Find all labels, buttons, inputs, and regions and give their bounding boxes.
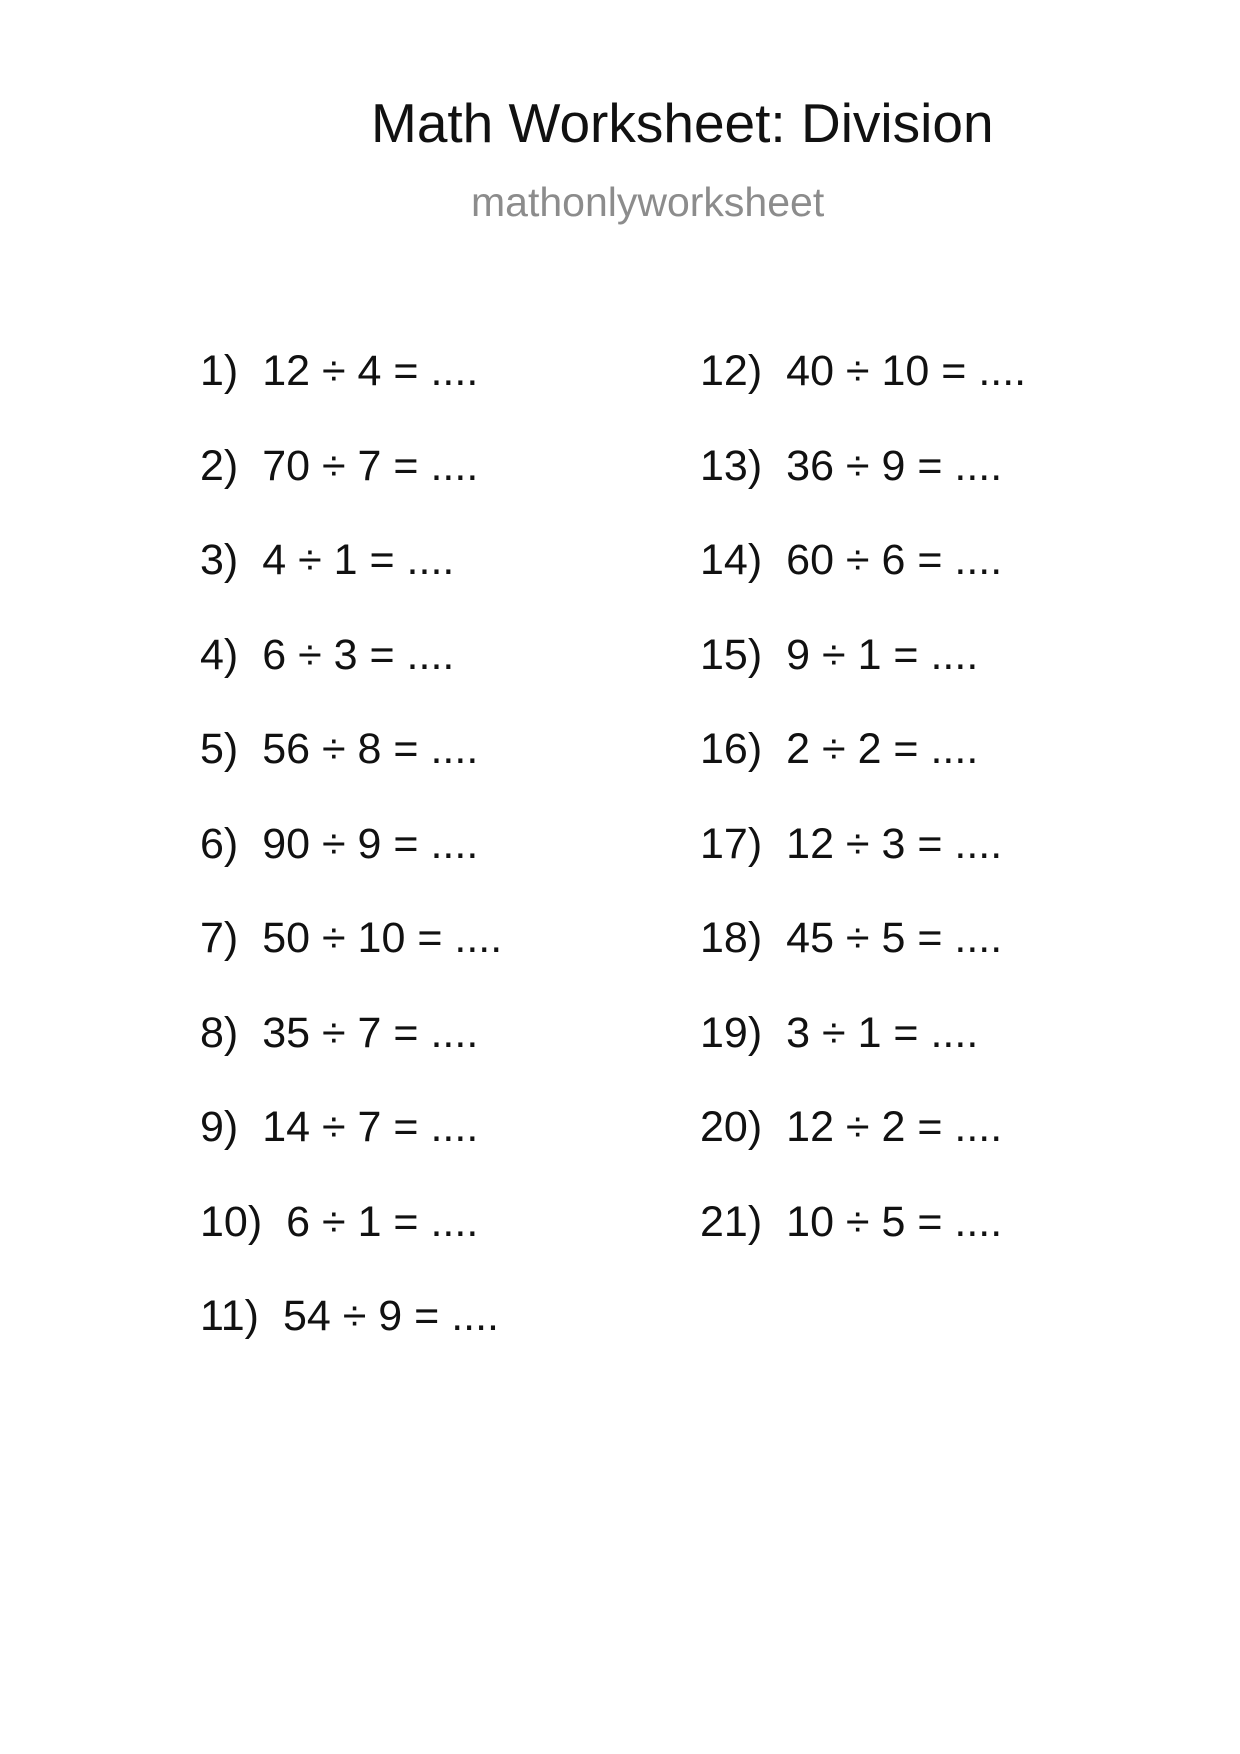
problem-expression: 60 ÷ 6 = .... (786, 536, 1003, 584)
problem-item (200, 725, 502, 823)
problem-number: 4) (200, 630, 239, 679)
problem-expression: 4 ÷ 1 = .... (262, 536, 455, 584)
problem-item (200, 1008, 502, 1107)
problem-expression: 36 ÷ 9 = .... (786, 441, 1003, 490)
problem-expression: 12 ÷ 4 = .... (262, 347, 479, 395)
problem-item (700, 1008, 1026, 1107)
problem-column-right (700, 347, 1027, 1295)
problem-number: 2) (200, 441, 239, 490)
problem-number: 19) (700, 1008, 763, 1057)
problem-number: 3) (200, 536, 239, 584)
problem-expression: 50 ÷ 10 = .... (262, 914, 503, 962)
problem-number: 20) (700, 1103, 763, 1151)
problem-item (700, 1103, 1026, 1201)
problem-number: 21) (700, 1197, 763, 1246)
problem-expression: 6 ÷ 3 = .... (262, 630, 455, 679)
problem-number: 7) (200, 914, 239, 962)
problem-item (200, 536, 502, 634)
problem-expression: 12 ÷ 2 = .... (786, 1103, 1003, 1151)
worksheet-title: Math Worksheet: Division (371, 92, 994, 154)
problem-item (200, 914, 503, 1012)
problem-item (200, 1197, 502, 1296)
problem-expression: 2 ÷ 2 = .... (786, 725, 979, 773)
problem-item (700, 441, 1026, 540)
problem-expression: 90 ÷ 9 = .... (262, 819, 479, 868)
problem-number: 18) (700, 914, 763, 962)
problem-number: 6) (200, 819, 239, 868)
problem-expression: 3 ÷ 1 = .... (786, 1008, 979, 1057)
problem-number: 14) (700, 536, 763, 584)
problem-expression: 70 ÷ 7 = .... (262, 441, 479, 490)
problem-expression: 14 ÷ 7 = .... (262, 1103, 479, 1151)
problem-expression: 35 ÷ 7 = .... (262, 1008, 479, 1057)
problem-number: 8) (200, 1008, 239, 1057)
problem-item (200, 441, 502, 540)
problem-item (200, 630, 502, 729)
problem-expression: 9 ÷ 1 = .... (786, 630, 979, 679)
problem-number: 13) (700, 441, 763, 490)
problem-item (700, 630, 1026, 729)
problem-number: 9) (200, 1103, 239, 1151)
problem-item (200, 1292, 502, 1390)
problem-item (200, 347, 502, 445)
problem-expression: 54 ÷ 9 = .... (282, 1292, 499, 1340)
worksheet-subtitle: mathonlyworksheet (471, 179, 825, 225)
problem-column-left (200, 347, 503, 1390)
problem-number: 11) (200, 1292, 259, 1340)
problem-number: 16) (700, 725, 763, 773)
problem-expression: 10 ÷ 5 = .... (786, 1197, 1003, 1246)
problem-number: 17) (700, 819, 763, 868)
problem-number: 5) (200, 725, 239, 773)
problem-item (700, 725, 1026, 823)
problem-item (700, 819, 1026, 918)
problem-number: 15) (700, 630, 763, 679)
problem-expression: 45 ÷ 5 = .... (786, 914, 1003, 962)
problem-item (700, 1197, 1026, 1296)
problem-item (200, 819, 502, 918)
problem-item (700, 347, 1027, 445)
problem-expression: 6 ÷ 1 = .... (286, 1197, 479, 1246)
problem-item (700, 914, 1026, 1012)
problem-expression: 12 ÷ 3 = .... (786, 819, 1003, 868)
problem-number: 1) (200, 347, 239, 395)
problem-item (700, 536, 1026, 634)
problem-expression: 56 ÷ 8 = .... (262, 725, 479, 773)
problem-expression: 40 ÷ 10 = .... (786, 347, 1027, 395)
problem-number: 10) (200, 1197, 263, 1246)
problem-number: 12) (700, 347, 763, 395)
problem-item (200, 1103, 502, 1201)
